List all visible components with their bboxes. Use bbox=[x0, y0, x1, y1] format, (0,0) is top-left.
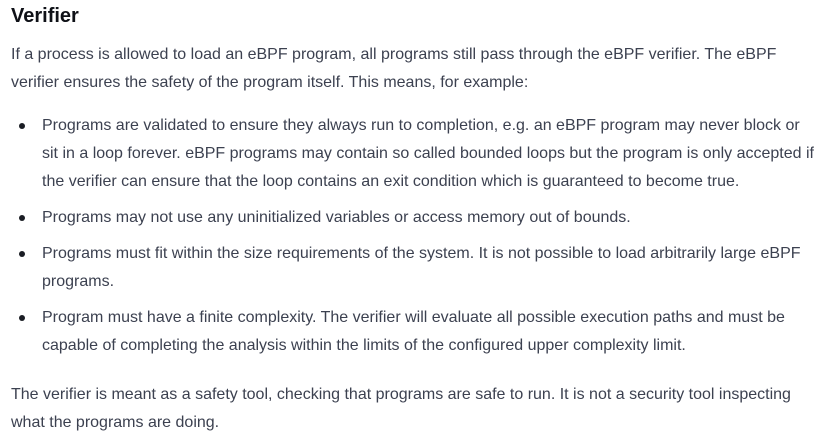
section-heading: Verifier bbox=[11, 5, 79, 27]
list-item bbox=[11, 204, 820, 232]
list-item-text: Program must have a finite complexity. The verifier will evaluate all possible execution paths and must be capable of completing the analysis within the limits of the configured upper complexity limit. bbox=[42, 309, 785, 354]
list-item-text: Programs are validated to ensure they always run to completion, e.g. an eBPF program may never block or sit in a loop forever. eBPF programs may contain so called bounded loops but the program is only accepted if the verifier can ensure that the loop contains an exit condition which is guaranteed to become true. bbox=[42, 117, 814, 190]
bullet-icon bbox=[19, 251, 25, 257]
list-item-text: Programs must fit within the size requirements of the system. It is not possible to load arbitrarily large eBPF programs. bbox=[42, 245, 801, 290]
intro-paragraph: If a process is allowed to load an eBPF program, all programs still pass through the eBPF verifier. The eBPF verifier ensures the safety of the program itself. This means, for example: bbox=[11, 46, 777, 91]
outro-paragraph: The verifier is meant as a safety tool, checking that programs are safe to run. It is not a security tool inspecting what the programs are doing. bbox=[11, 386, 791, 431]
bullet-icon bbox=[19, 215, 25, 221]
bullet-icon bbox=[19, 123, 25, 129]
list-item bbox=[11, 112, 820, 196]
bullet-list bbox=[11, 112, 820, 360]
list-item bbox=[11, 304, 820, 360]
list-item-text: Programs may not use any uninitialized variables or access memory out of bounds. bbox=[42, 209, 631, 226]
list-item bbox=[11, 240, 820, 296]
bullet-icon bbox=[19, 315, 25, 321]
